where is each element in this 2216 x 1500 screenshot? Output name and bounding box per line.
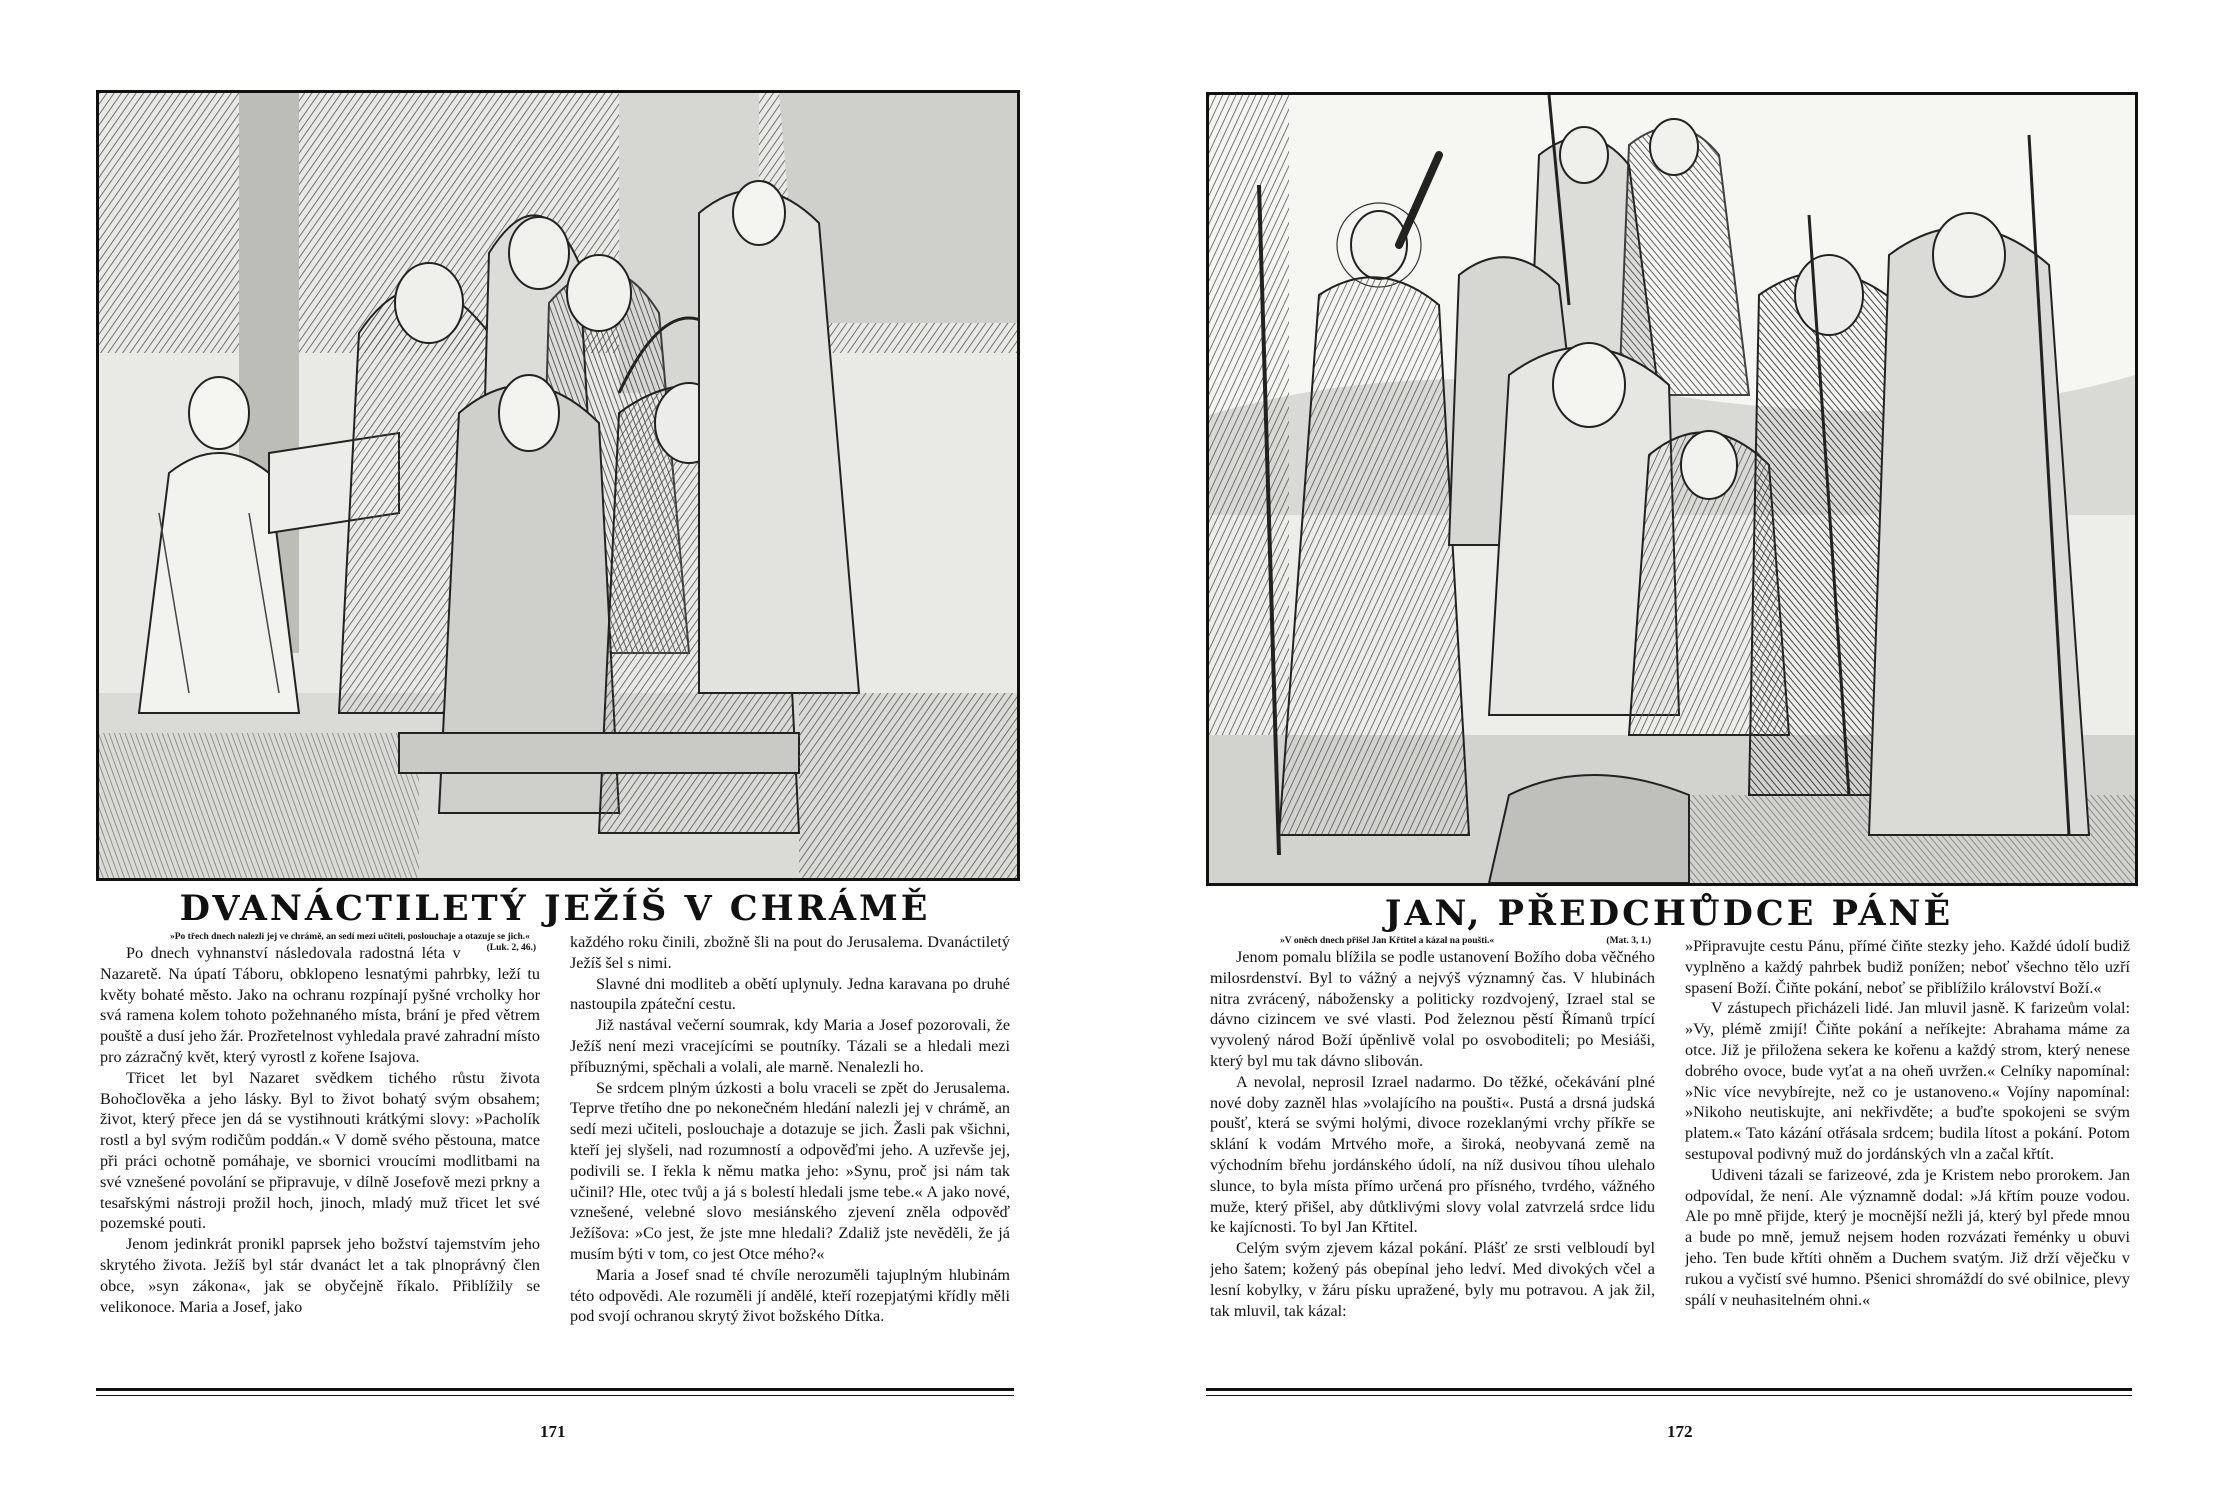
epigraph-reference: (Mat. 3, 1.) [1606,936,1651,946]
paragraph: Jenom jedinkrát pronikl paprsek jeho božství tajemstvím jeho skrytého života. Ježíš byl stár dvanáct let a tak plnoprávný člen obce, »syn zákona«, jak se obyčejně říkalo. Přiblížily se velikonoce. Maria a Josef, jako [100,1235,540,1316]
epigraph-text: »V oněch dnech přišel Jan Křtitel a kázal na poušti.« [1280,936,1495,946]
engraving-jesus-in-temple [96,90,1020,881]
paragraph: Se srdcem plným úzkosti a bolu vraceli se zpět do Jerusalema. Teprve třetího dne po nekonečném hledání nalezli jej v chrámě, an sedí mezi učiteli, poslouchaje a dotazuje se jich. Žasli pak všichni, kteří jej slyšeli, nad rozumností a odpověďmi jeho. A uzřevše jej, podivili se. I řekla k němu matka jeho: »Synu, proč jsi nám tak učinil? Hle, otec tvůj a já s bolestí hledali jsme tebe.« A jako nové, vznešené, velebné slovo mesiánského zjevení zněla odpověď Ježíšova: »Co jest, že jste mne hledali? Zdaliž jste nevěděli, že já musím býti v tom, co jest Otce mého?« [570,1078,1010,1263]
paragraph: Celým svým zjevem kázal pokání. Plášť ze srsti velbloudí byl jeho šatem; kožený pás obepínal jeho ledví. Med divokých včel a lesní kobylky, v žáru písku upražené, byly mu potravou. A jak žil, tak mluvil, tak kázal: [1210,1239,1655,1320]
page-title: DVANÁCTILETÝ JEŽÍŠ V CHRÁMĚ [179,888,931,929]
epigraph-text: »Po třech dnech nalezli jej ve chrámě, an sedí mezi učiteli, poslouchaje a otazuje se jich.« [170,932,530,942]
page-number: 172 [1667,1422,1693,1441]
text-columns [100,932,1010,1384]
paragraph: Maria a Josef snad té chvíle nerozuměli tajuplným hlubinám této odpovědi. Ale rozuměli jí andělé, kteří rozepjatými křídly měli pod svojí ochranou skrytý život božského Dítka. [570,1265,1010,1326]
paragraph: A nevolal, neprosil Izrael nadarmo. Do těžké, očekávání plné nové doby zazněl hlas »volajícího na poušti«. Pustá a drsná judská poušť, která se svými holými, divoce rozeklanými vrchy příkře se sklání k vodám Mrtvého moře, a široká, neobyvaná země na východním břehu jordánského údolí, na níž dusivou tíhou ulehalo slunce, to byla místa přímo určená pro přísného, tvrdého, vážného muže, který přišel, aby důtklivými slovy volal zatvrzelá srdce lidu ke kajícnosti. To byl Jan Křtitel. [1210,1072,1655,1237]
paragraph: Třicet let byl Nazaret svědkem tichého růstu života Bohočlověka a jeho lásky. Byl to život bohatý svým obsahem; život, který přece jen dá se vystihnouti krátkými slovy: »Pacholík rostl a byl svým rodičům poddán.« V domě svého pěstouna, matce při práci ochotně pomáhaje, ve sbornici vroucími modlitbami na své vznešené povolání se připravuje, v dílně Josefově mezi prkny a tesařskými nástroji prožil hoch, jinoch, mladý muž třicet let své pozemské pouti. [100,1068,540,1233]
footer-rule-thin [96,1395,1014,1396]
paragraph: Slavné dni modliteb a obětí uplynuly. Jedna karavana po druhé nastoupila zpáteční cestu. [570,974,1010,1014]
text-column-2 [570,932,1010,1384]
epigraph-reference: (Luk. 2, 46.) [486,943,536,953]
paragraph: Jenom pomalu blížila se podle ustanovení Božího doba věčného milosrdenství. Byl to vážný a nejvýš významný čas. V hlubinách nitra zvrácený, nábožensky a politicky rozdvojený, Izrael stal se dávno cizincem ve své vlasti. Pod železnou pěstí Římanů trpící vyvolený národ Boží úpěnlivě volal po osvoboditeli; po Mesiáši, který byl mu tak dávno slibován. [1210,948,1655,1070]
page-number: 171 [540,1422,566,1441]
text-column-2 [1685,936,2130,1388]
footer-rule [1206,1388,2132,1391]
paragraph: Udiveni tázali se farizeové, zda je Kristem nebo prorokem. Jan odpovídal, že není. Ale významně dodal: »Já křtím pouze vodou. Ale po mně přijde, který je mocnější nežli já, který byl přede mnou a bude po mně, jemuž nejsem hoden rozvázati řeménky u obuvi jeho. Ten bude křtíti ohněm a Duchem svatým. Již drží věječku v rukou a vyčistí své humno. Pšenici shromáždí do své obilnice, plevy spálí v neuhasitelném ohni.« [1685,1165,2130,1309]
footer-rule [96,1388,1014,1391]
paragraph: Po dnech vyhnanství následovala radostná léta v Nazaretě. Na úpatí Táboru, obklopeno lesnatými pahrbky, leží tu květy bohaté město. Jako na ochranu rozpínají pyšné vrcholky hor svá ramena kolem tohoto požehnaného místa, brání je před větrem pouště a dusí jeho žár. Prozřetelnost vyhledala pravé zahradní místo pro zázračný květ, který vyrostl z kořene Isajova. [100,944,540,1066]
text-column-1 [100,932,540,1384]
paragraph: V zástupech přicházeli lidé. Jan mluvil jasně. K farizeům volal: »Vy, plémě zmijí! Čiňte pokání a neříkejte: Abrahama máme za otce. Již je přiložena sekera ke kořenu a každý strom, který nenese dobrého ovoce, bude vyťat a na oheň uvržen.« Celníky napomínal: »Nic více nevybírejte, než co je ustanoveno.« Vojíny napomínal: »Nikoho neutiskujte, ani nekřivděte; a buďte spokojeni se svým platem.« Tato kázání otřásala srdcem; budila lítost a pokání. Potom sestupoval podivný muž do jordánských vln a začal křtít. [1685,999,2130,1163]
engraving-john-the-baptist [1206,92,2138,886]
epigraph [1210,936,1655,947]
paragraph-continued: každého roku činili, zbožně šli na pout do Jerusalema. Dvanáctiletý Ježíš šel s nimi. [570,933,1010,972]
text-column-1 [1210,936,1655,1388]
page-title: JAN, PŘEDCHŮDCE PÁNĚ [1384,893,1954,934]
right-page [1108,0,2216,1500]
epigraph [100,932,540,953]
paragraph: Již nastával večerní soumrak, kdy Maria a Josef pozorovali, že Ježíš není mezi vracejícími se poutníky. Tázali se a hledali mezi příbuznými, spěchali a volali, ale marně. Nenalezli ho. [570,1016,1010,1076]
paragraph-continued: »Připravujte cestu Pánu, přímé čiňte stezky jeho. Každé údolí budiž vyplněno a každý pahrbek budiž ponížen; neboť všechno tělo uzří spasení Boží. Čiňte pokání, neboť se přiblížilo království Boží.« [1685,937,2130,997]
footer-rule-thin [1206,1395,2132,1396]
text-columns [1210,936,2130,1388]
